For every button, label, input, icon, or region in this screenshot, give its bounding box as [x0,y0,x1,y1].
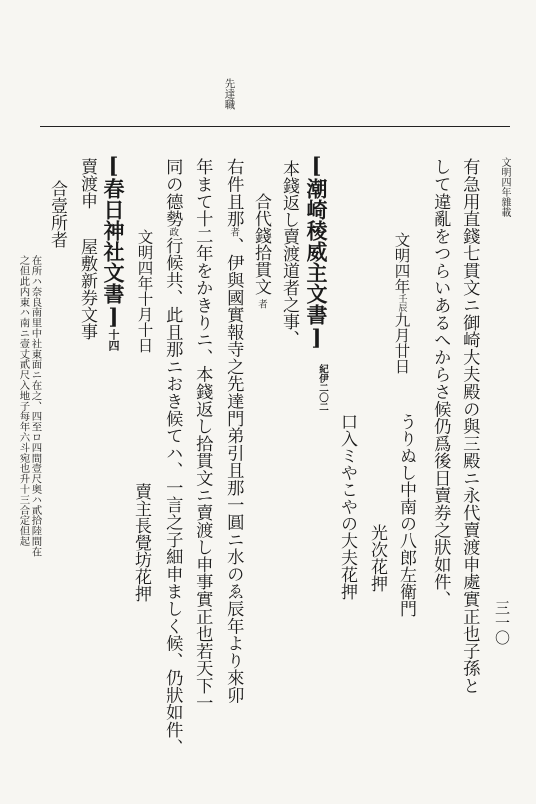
doc3-item: 屋敷新券文事 [77,238,97,340]
doc3-title [103,153,124,351]
doc3-title-number: 十四 [107,329,120,351]
doc2-amount-note: 者 [256,299,267,309]
doc2-title-number-block [317,350,327,412]
doc2-title [306,153,327,412]
doc2-item: 本錢返し賣渡道者之事、 [279,160,299,347]
doc3-title-close-bracket: ] [101,304,126,329]
header-rule [40,126,510,127]
doc2-amount-text: 合代錢拾貫文 [251,193,271,295]
collection-label: 文明四年雜載 [499,157,510,217]
doc2-title-text: 潮崎稜威主文書 [304,178,329,325]
doc2-body-line-2: 年まて十二年をかきりニ、本錢返し拾貫文ニ賣渡し申事實正也若天下一 [192,158,213,712]
doc3-item-label: 賣渡申 [77,158,97,209]
doc3-note-col-2: 之但此内東ハ南ニ壹丈貳尺入地子每年六斗宛也升十三合定但起 [17,255,30,547]
page-number: 三一〇 [493,600,511,645]
doc1-line-2: して違亂をつらいあるへからさ候仍爲後日賣券之狀如件、 [430,158,451,608]
doc2-seller: 賣主長覺坊花押 [131,483,151,602]
doc2-body-line-3-rest: 行候共、此且那ニおき候てハ、一言之子細申ましく候、仍狀如件、 [162,236,183,756]
doc2-body-line-1-note: 者 [228,227,240,237]
doc2-body-line-1-rest: 、伊與國實報寺之先達門弟引且那一圓ニ水のゑ辰年より來卯 [223,236,244,704]
doc1-witness-line: 口入ミやこやの大夫花押 [337,413,357,600]
section-label: 先達職 [223,78,236,110]
doc2-body-line-3-note: 政 [167,227,179,237]
doc2-title-open-bracket: [ [304,153,329,178]
doc1-date-day: 九月廿日 [392,312,411,374]
doc1-date-era: 文明四年 [392,232,411,294]
doc1-seller-name: 光次花押 [367,524,387,592]
doc3-total-label: 合壹所者 [47,180,67,248]
doc1-date-year-note: 壬辰 [396,294,407,312]
doc1-seller-line: うりぬし中南の八郎左衛門 [396,413,416,617]
doc2-body-line-3 [162,158,183,756]
doc2-title-number: 二〇二 [317,383,328,412]
doc3-title-text: 春日神社文書 [101,178,126,304]
doc2-title-close-bracket: ] [304,325,329,350]
doc2-title-note: 紀伊 [317,364,328,383]
doc3-note-col-1: 在所ハ奈良南里中社東面ニ在之、四至ロ四間壹尺奥ハ貳拾陸間在 [29,255,42,557]
doc2-body-line-1 [223,158,244,704]
doc2-date: 文明四年十月十日 [135,229,154,353]
doc1-line-1: 有急用直錢七貫文ニ御崎大夫殿の與三殿ニ永代賣渡申處實正也子孫と [459,158,480,694]
doc2-body-line-1-start: 右件且那 [223,158,244,228]
doc3-title-open-bracket: [ [101,153,126,178]
doc1-date [393,232,409,374]
doc2-body-line-3-start: 同の德勢 [162,158,183,228]
doc2-amount [252,193,269,309]
